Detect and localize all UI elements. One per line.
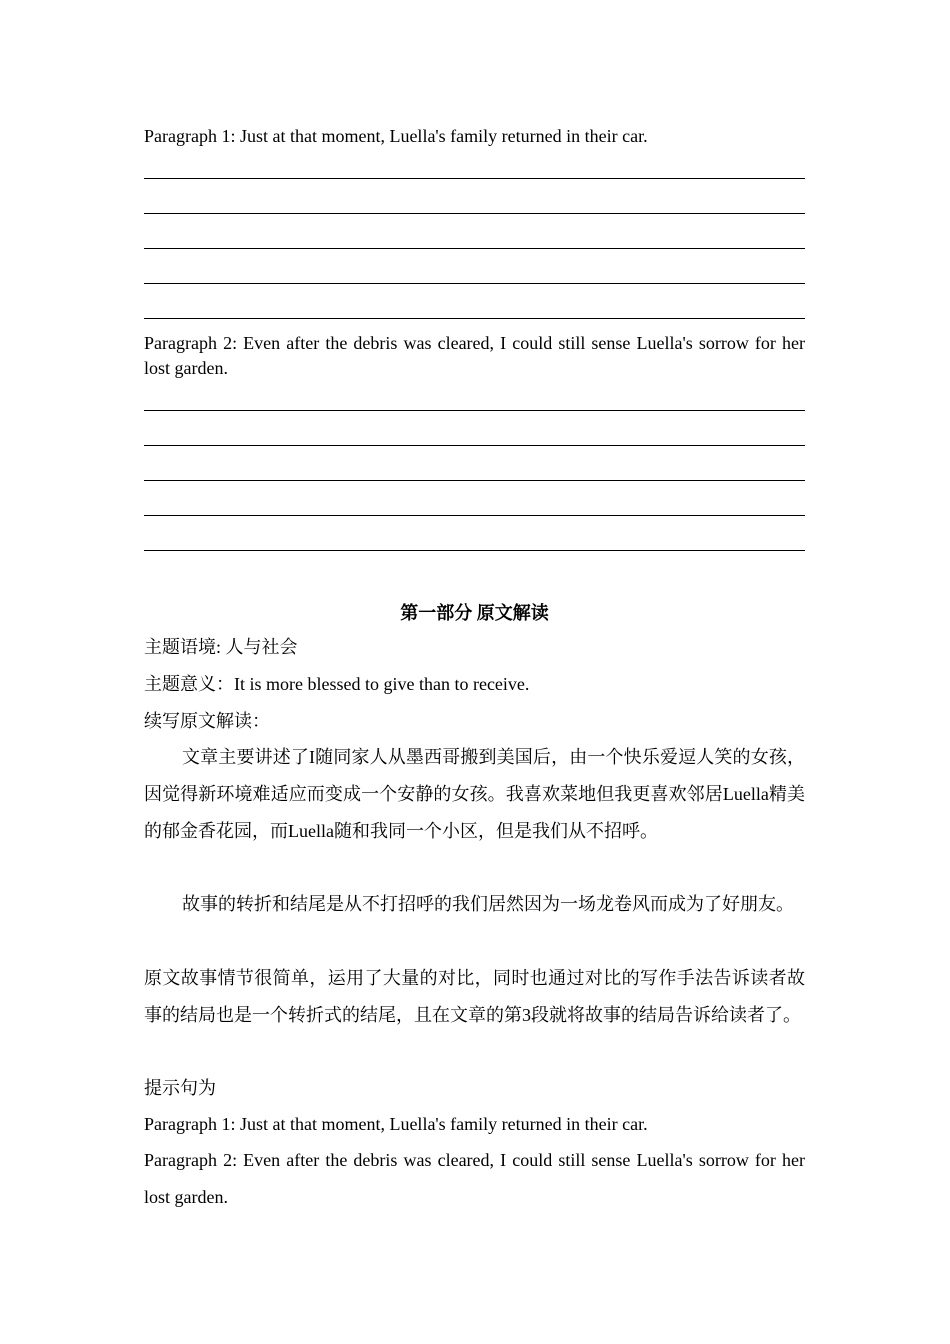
analysis-paragraph: 故事的转折和结尾是从不打招呼的我们居然因为一场龙卷风而成为了好朋友。 — [182, 894, 794, 914]
analysis-label: 续写原文解读： — [144, 711, 270, 731]
answer-line — [144, 283, 805, 284]
theme-meaning: 主题意义：It is more blessed to give than to receive. — [144, 674, 530, 694]
theme-context: 主题语境: 人与社会 — [144, 637, 298, 657]
analysis-paragraph: 文章主要讲述了I随同家人从墨西哥搬到美国后，由一个快乐爱逗人笑的女孩，因觉得新环境难适应而变成一个安静的女孩。我喜欢菜地但我更喜欢邻居Luella精美的郁金香花园，而Luella随和我同一个小区，但是我们从不招呼。 — [144, 747, 805, 841]
hint-sentence-2: Paragraph 2: Even after the debris was cleared, I could still sense Luella's sorrow for her lost garden. — [144, 1150, 805, 1207]
answer-line — [144, 480, 805, 481]
answer-line — [144, 410, 805, 411]
prompt-paragraph-1: Paragraph 1: Just at that moment, Luella's family returned in their car. — [144, 126, 648, 146]
answer-line — [144, 515, 805, 516]
answer-line — [144, 318, 805, 319]
answer-line — [144, 445, 805, 446]
answer-line — [144, 248, 805, 249]
analysis-paragraph: 原文故事情节很简单，运用了大量的对比，同时也通过对比的写作手法告诉读者故事的结局也是一个转折式的结尾，且在文章的第3段就将故事的结局告诉给读者了。 — [144, 968, 805, 1025]
prompt-paragraph-2: Paragraph 2: Even after the debris was cleared, I could still sense Luella's sorrow for her lost garden. — [144, 333, 805, 378]
hint-sentence-1: Paragraph 1: Just at that moment, Luella's family returned in their car. — [144, 1114, 648, 1134]
hint-label: 提示句为 — [144, 1078, 216, 1098]
answer-line — [144, 178, 805, 179]
section-heading: 第一部分 原文解读 — [400, 603, 549, 623]
answer-line — [144, 213, 805, 214]
answer-line — [144, 550, 805, 551]
